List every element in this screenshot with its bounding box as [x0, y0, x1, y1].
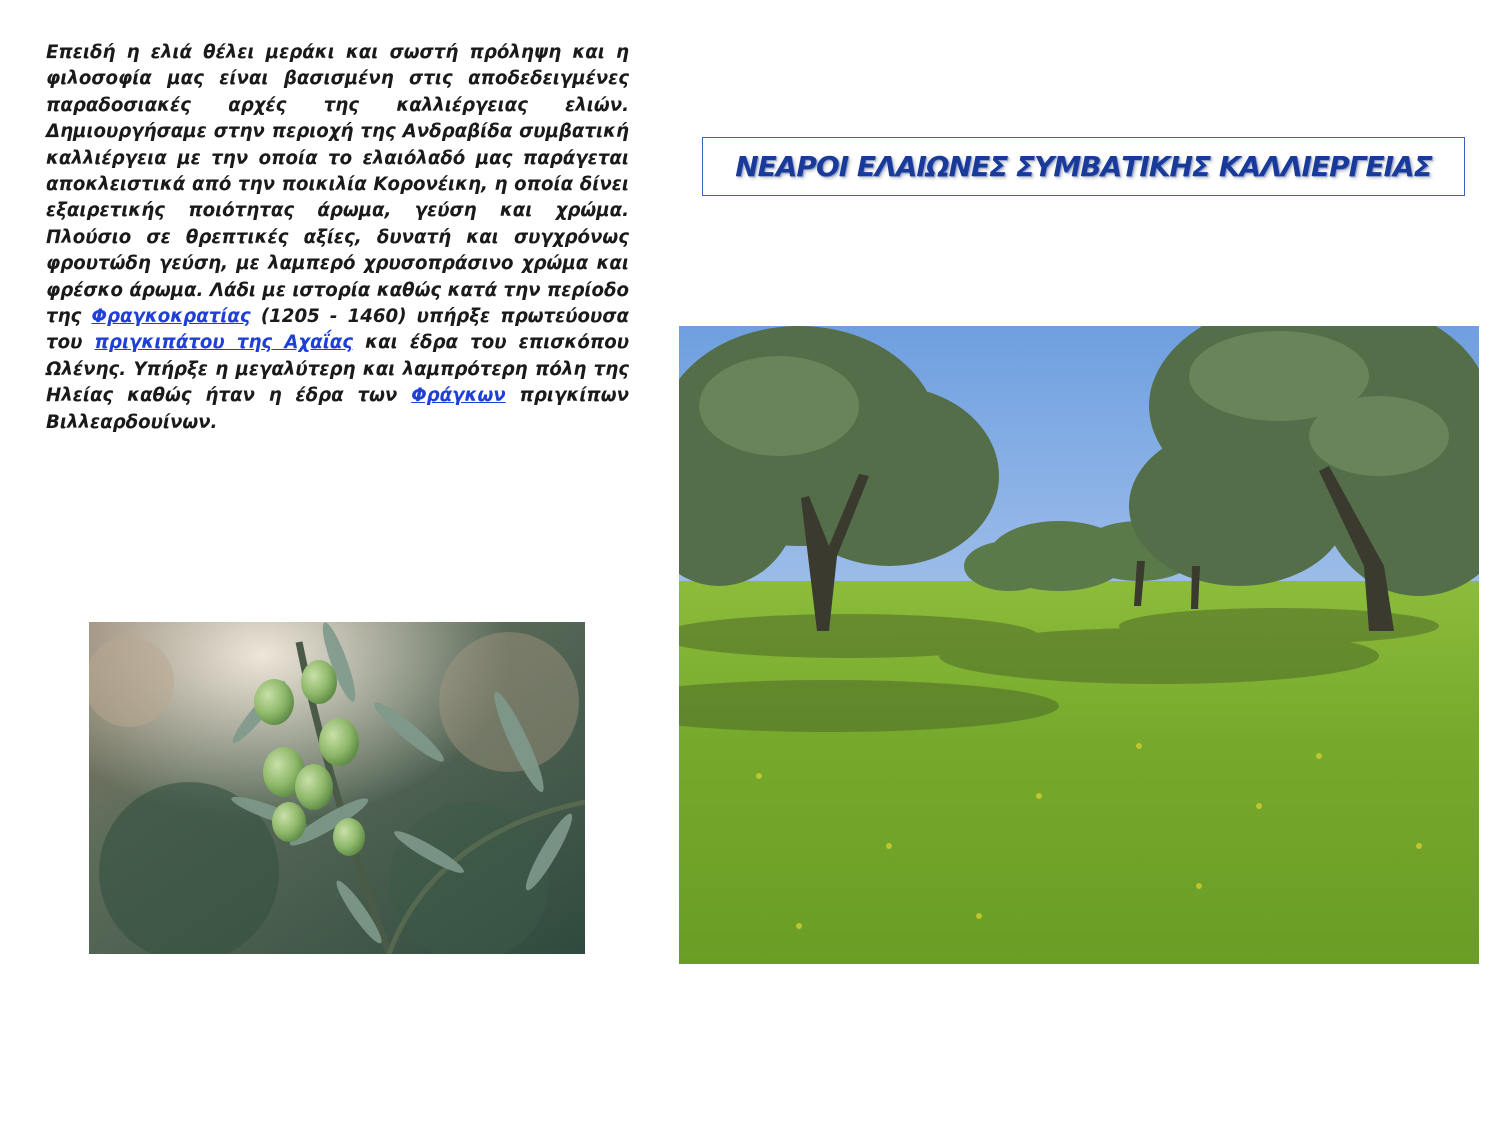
- olive-grove-photo: [679, 326, 1479, 964]
- olive-branch-photo: [89, 622, 585, 954]
- intro-text-mid1: (1205 - 1460) υπήρξε πρωτεύουσα του: [46, 306, 629, 354]
- page-title: ΝΕΑΡΟΙ ΕΛΑΙΩΝΕΣ ΣΥΜΒΑΤΙΚΗΣ ΚΑΛΛΙΕΡΓΕΙΑΣ: [735, 150, 1432, 183]
- intro-text: Επειδή η ελιά θέλει μεράκι και σωστή πρόληψη και η φιλοσοφία μας είναι βασισμένη στις αποδεδειγμένες παραδοσιακές αρχές της καλλιέργειας ελιών. Δημιουργήσαμε στην περιοχή της Ανδραβίδα συμβατική καλλιέργεια με την οποία το ελαιόλαδό μας παράγεται αποκλειστικά από την ποικιλία Κορονέικη, η οποία δίνει εξαιρετικής ποιότητας άρωμα, γεύση και χρώμα. Πλούσιο σε θρεπτικές αξίες, δυνατή και συγχρόνως φρουτώδη γεύση, με λαμπερό χρυσοπράσινο χρώμα και φρέσκο άρωμα. Λάδι με ιστορία καθώς κατά την περίοδο της: [46, 42, 629, 328]
- intro-paragraph: [46, 40, 629, 436]
- link-franks[interactable]: Φράγκων: [411, 385, 506, 407]
- intro-text-end: πριγκίπων Βιλλεαρδουίνων.: [46, 385, 629, 433]
- link-principality-achaea[interactable]: πριγκιπάτου της Αχαΐας: [94, 332, 354, 354]
- intro-text-mid2: και έδρα του επισκόπου Ωλένης. Υπήρξε η μεγαλύτερη και λαμπρότερη πόλη της Ηλείας καθώς ήταν η έδρα των: [46, 332, 629, 407]
- link-frankish-rule[interactable]: Φραγκοκρατίας: [91, 306, 251, 328]
- title-box: [702, 137, 1465, 196]
